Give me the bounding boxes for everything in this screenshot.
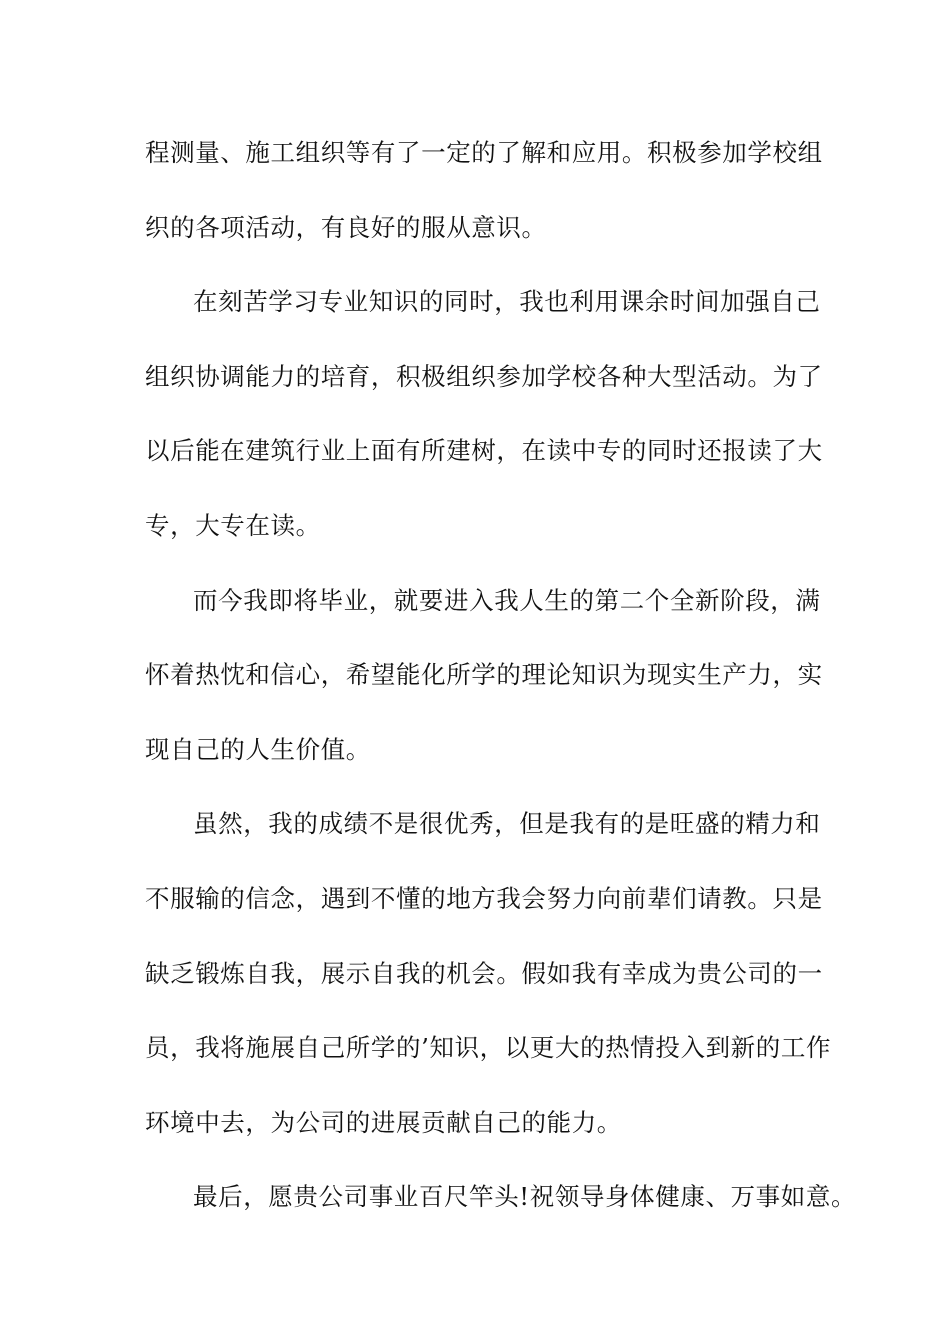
- paragraph-first-line: 而今我即将毕业，就要进入我人生的第二个全新阶段，满: [193, 585, 821, 615]
- text-line: 现自己的人生价值。: [145, 734, 371, 764]
- text-line: 环境中去，为公司的进展贡献自己的能力。: [145, 1107, 622, 1137]
- paragraph-first-line: 在刻苦学习专业知识的同时，我也利用课余时间加强自己: [193, 287, 821, 317]
- text-line: 员，我将施展自己所学的’知识，以更大的热情投入到新的工作: [145, 1033, 832, 1063]
- text-line: 不服输的信念，遇到不懂的地方我会努力向前辈们请教。只是: [145, 883, 823, 913]
- text-line: 织的各项活动，有良好的服从意识。: [145, 212, 547, 242]
- text-line: 怀着热忱和信心，希望能化所学的理论知识为现实生产力，实: [145, 660, 823, 690]
- text-line: 专，大专在读。: [145, 510, 321, 540]
- paragraph-first-line: 最后，愿贵公司事业百尺竿头!祝领导身体健康、万事如意。: [193, 1182, 857, 1212]
- text-line: 缺乏锻炼自我，展示自我的机会。假如我有幸成为贵公司的一: [145, 958, 823, 988]
- text-line: 程测量、施工组织等有了一定的了解和应用。积极参加学校组: [145, 138, 823, 167]
- document-body: [145, 130, 857, 1249]
- paragraph-first-line: 虽然，我的成绩不是很优秀，但是我有的是旺盛的精力和: [193, 809, 821, 839]
- text-line: 组织协调能力的培育，积极组织参加学校各种大型活动。为了: [145, 361, 823, 391]
- text-line: 以后能在建筑行业上面有所建树，在读中专的同时还报读了大: [145, 436, 823, 466]
